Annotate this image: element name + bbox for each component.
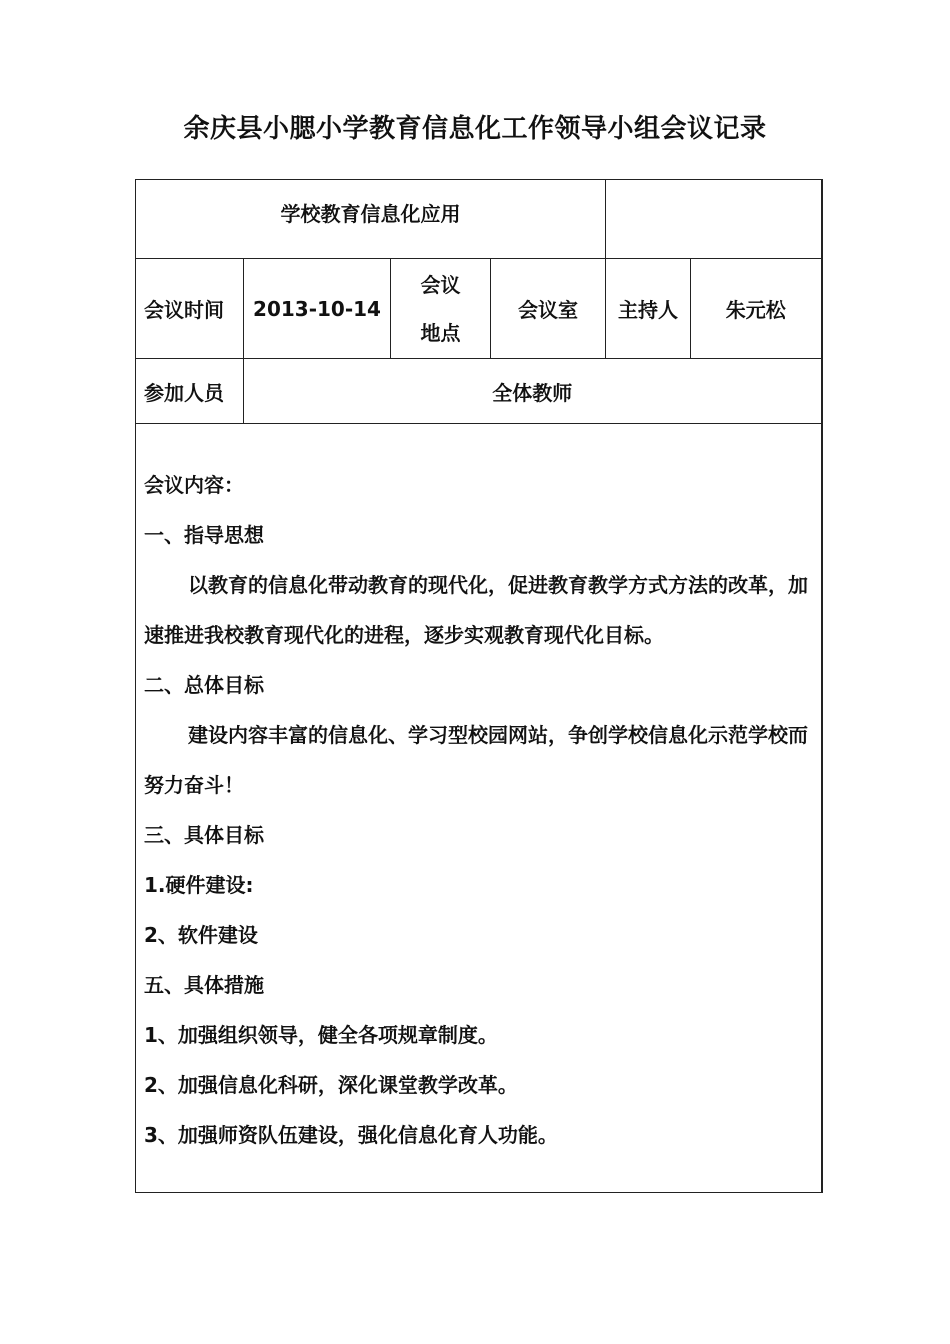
meeting-place-label-line1: 会议 [420, 272, 461, 297]
attendees-value: 全体教师 [244, 359, 822, 424]
content-paragraph: 2、加强信息化科研，深化课堂教学改革。 [144, 1073, 518, 1097]
document-title: 余庆县小腮小学教育信息化工作领导小组会议记录 [183, 114, 767, 144]
meeting-content-cell [136, 424, 822, 1193]
meeting-content [136, 456, 821, 1160]
meeting-time-label: 会议时间 [136, 259, 244, 359]
content-paragraph: 1.硬件建设: [144, 873, 254, 897]
meeting-record-table [135, 179, 823, 1193]
meeting-place: 会议室 [491, 259, 606, 359]
content-paragraph: 建设内容丰富的信息化、学习型校园网站，争创学校信息化示范学校而努力奋斗！ [144, 723, 808, 797]
content-paragraph: 以教育的信息化带动教育的现代化，促进教育教学方式方法的改革，加速推进我校教育现代化的进程，逐步实观教育现代化目标。 [144, 573, 808, 647]
content-paragraph: 1、加强组织领导，健全各项规章制度。 [144, 1023, 498, 1047]
attendees-label: 参加人员 [136, 359, 244, 424]
meeting-info-row [136, 259, 822, 359]
host-label: 主持人 [606, 259, 691, 359]
host-name: 朱元松 [691, 259, 822, 359]
content-paragraph: 3、加强师资队伍建设，强化信息化育人功能。 [144, 1123, 558, 1147]
empty-cell [606, 180, 822, 259]
content-row [136, 424, 822, 1193]
meeting-place-label [391, 259, 491, 359]
meeting-date: 2013-10-14 [244, 259, 391, 359]
meeting-topic: 学校教育信息化应用 [136, 180, 606, 259]
content-paragraph: 2、软件建设 [144, 923, 258, 947]
attendees-row [136, 359, 822, 424]
topic-row [136, 180, 822, 259]
meeting-place-label-line2: 地点 [420, 320, 461, 345]
content-paragraph: 一、指导思想 [144, 523, 264, 547]
content-paragraph: 五、具体措施 [144, 973, 264, 997]
content-paragraph: 二、总体目标 [144, 673, 264, 697]
content-paragraph: 三、具体目标 [144, 823, 264, 847]
content-heading: 会议内容： [144, 473, 244, 497]
